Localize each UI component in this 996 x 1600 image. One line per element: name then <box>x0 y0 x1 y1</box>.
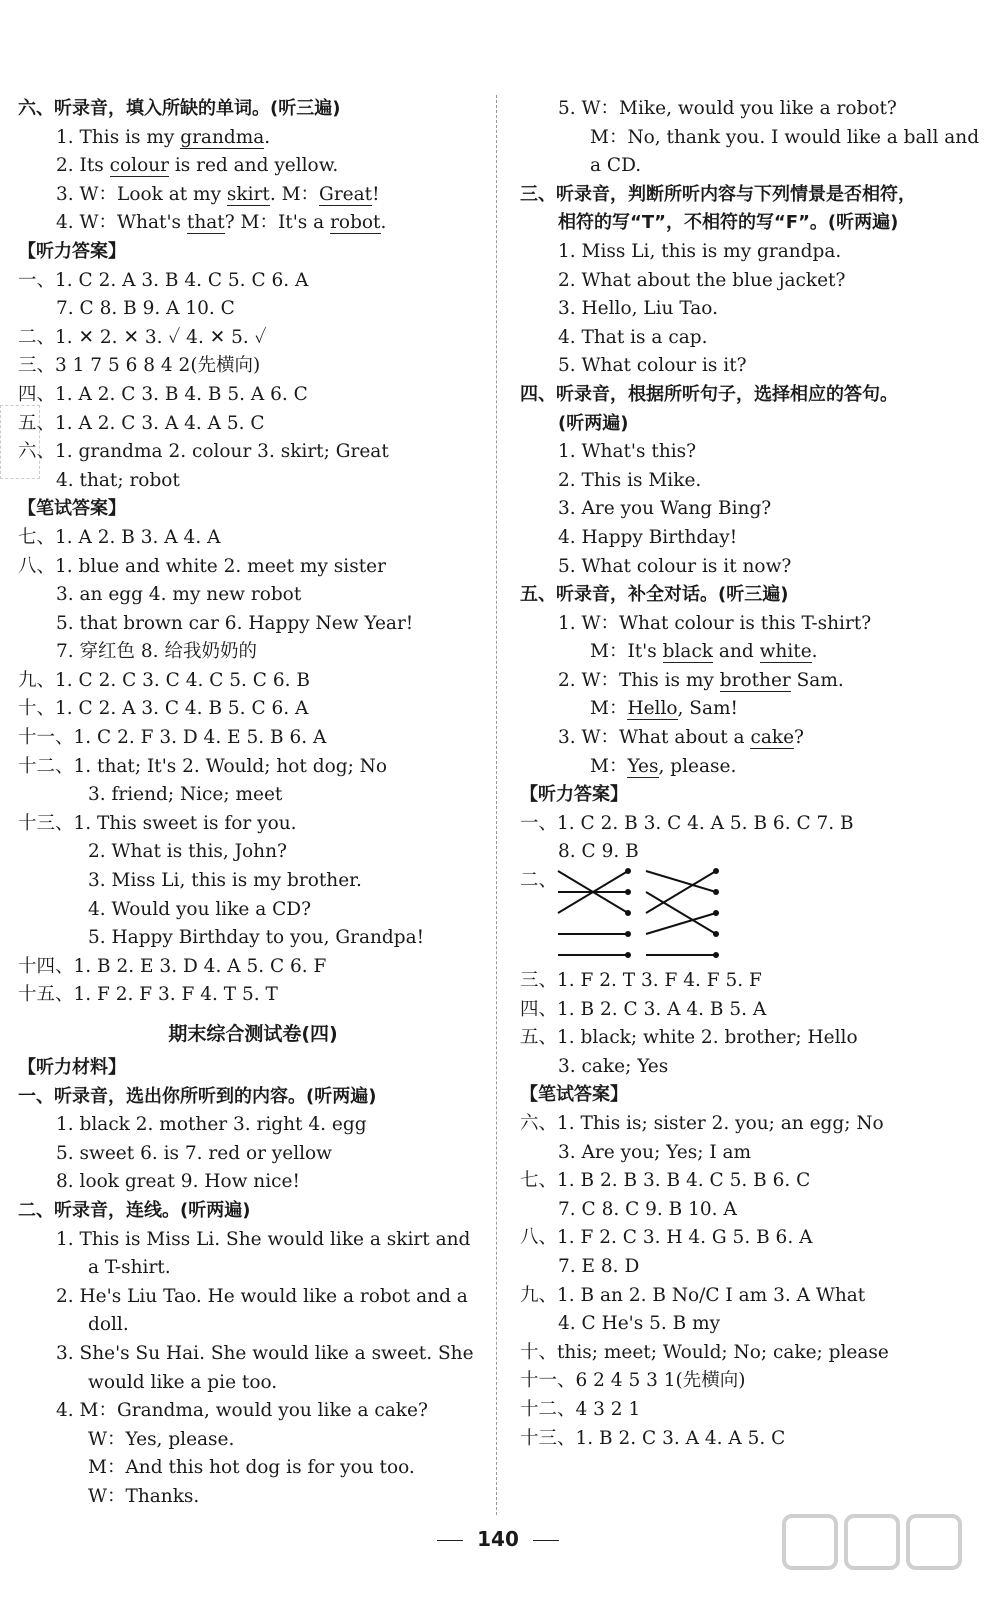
line-text: 十二、4 3 2 1 <box>520 1398 641 1420</box>
section-heading <box>520 209 978 238</box>
line-text: 十三、1. B 2. C 3. A 4. A 5. C <box>520 1427 786 1449</box>
line-text: 一、听录音，选出你所听到的内容。(听两遍) <box>18 1085 377 1107</box>
text-line <box>520 467 978 496</box>
line-text: 2. W：This is my <box>558 669 720 691</box>
line-text: . <box>811 641 818 663</box>
text-line <box>18 181 488 210</box>
line-text: 五、1. black; white 2. brother; Hello <box>520 1027 858 1049</box>
text-line <box>520 695 978 724</box>
underlined-answer: white <box>759 641 812 663</box>
line-text: 六、听录音，填入所缺的单词。(听三遍) <box>18 98 341 119</box>
line-text: 三、3 1 7 5 6 8 4 2(先横向) <box>18 355 261 377</box>
footer-dash-right <box>533 1540 559 1541</box>
line-text: 【听力答案】 <box>520 784 628 806</box>
text-line <box>520 1024 978 1053</box>
page-number: 140 <box>477 1527 519 1551</box>
text-line <box>18 753 488 782</box>
matching-group-2 <box>646 871 716 955</box>
line-text: 十一、1. C 2. F 3. D 4. E 5. B 6. A <box>18 727 327 749</box>
text-line <box>18 896 488 925</box>
line-text: 七、1. B 2. B 3. B 4. C 5. B 6. C <box>520 1170 811 1192</box>
line-text: 四、听录音，根据所听句子，选择相应的答句。 <box>520 383 898 405</box>
text-line <box>18 781 488 810</box>
line-text: 3. friend; Nice; meet <box>88 784 283 806</box>
line-text: 2. Its <box>56 155 110 177</box>
line-text: 1. This is Miss Li. She would like a skirt and <box>56 1228 471 1250</box>
text-line <box>18 1340 488 1369</box>
line-text: 8. C 9. B <box>558 841 639 863</box>
line-text: 7. 穿红色 8. 给我奶奶的 <box>56 641 257 663</box>
line-text: 【听力答案】 <box>18 240 126 262</box>
text-line <box>520 810 978 839</box>
line-text: 5. that brown car 6. Happy New Year! <box>56 612 414 634</box>
line-text: and <box>713 641 760 663</box>
text-line <box>520 667 978 696</box>
line-text: 十、this; meet; Would; No; cake; please <box>520 1341 889 1363</box>
text-line <box>18 410 488 439</box>
text-line <box>18 1168 488 1197</box>
line-text: 1. W：What colour is this T-shirt? <box>558 612 872 634</box>
text-line <box>18 1483 488 1512</box>
line-text: 九、1. B an 2. B No/C I am 3. A What <box>520 1284 866 1306</box>
line-text: 三、1. F 2. T 3. F 4. F 5. F <box>520 970 762 992</box>
line-text: 2. What is this, John? <box>88 841 287 863</box>
match-line <box>646 871 716 913</box>
text-line <box>18 1111 488 1140</box>
match-line <box>646 892 716 934</box>
line-text: 【听力材料】 <box>18 1057 126 1078</box>
matching-question-number: 二、 <box>520 870 558 892</box>
line-text: 4. Would you like a CD? <box>88 898 312 920</box>
line-text: 4. C He's 5. B my <box>558 1313 721 1335</box>
line-text: 期末综合测试卷(四) <box>168 1023 338 1045</box>
section-heading <box>520 1081 978 1110</box>
line-text: would like a pie too. <box>88 1371 278 1393</box>
line-text: 4. M：Grandma, would you like a cake? <box>56 1400 428 1422</box>
text-line <box>520 1196 978 1225</box>
line-text: 1. What's this? <box>558 441 697 463</box>
line-text: 四、1. B 2. C 3. A 4. B 5. A <box>520 998 767 1020</box>
section-heading <box>18 1083 488 1112</box>
matching-group-1 <box>558 871 628 955</box>
line-text: 十五、1. F 2. F 3. F 4. T 5. T <box>18 984 278 1006</box>
text-line <box>520 1310 978 1339</box>
text-line <box>520 1253 978 1282</box>
line-text: 五、1. A 2. C 3. A 4. A 5. C <box>18 412 265 434</box>
underlined-answer: Yes <box>627 755 659 777</box>
text-line <box>520 967 978 996</box>
line-text: ? M：It's a <box>224 212 331 234</box>
text-line <box>18 524 488 553</box>
text-line <box>520 124 978 153</box>
text-line <box>18 1140 488 1169</box>
text-line <box>520 1282 978 1311</box>
section-heading <box>18 238 488 267</box>
underlined-answer: robot <box>330 212 381 234</box>
text-line <box>18 1226 488 1255</box>
line-text: a T-shirt. <box>88 1257 171 1279</box>
line-text: 7. C 8. C 9. B 10. A <box>558 1198 737 1220</box>
line-text: , Sam! <box>677 698 738 720</box>
text-line <box>520 295 978 324</box>
text-line <box>18 438 488 467</box>
text-line <box>18 667 488 696</box>
text-line <box>18 638 488 667</box>
line-text: 十、1. C 2. A 3. C 4. B 5. C 6. A <box>18 698 309 720</box>
line-text: 4. Happy Birthday! <box>558 526 738 548</box>
text-line <box>520 1053 978 1082</box>
line-text: 4. That is a cap. <box>558 326 708 348</box>
section-heading <box>18 1054 488 1083</box>
line-text: W：Thanks. <box>88 1485 200 1507</box>
line-text: 5. What colour is it now? <box>558 555 792 577</box>
underlined-answer: skirt <box>226 183 270 205</box>
line-text: 3. Are you; Yes; I am <box>558 1141 752 1163</box>
text-line <box>18 381 488 410</box>
text-line <box>18 324 488 353</box>
text-line <box>520 724 978 753</box>
line-text: 六、1. This is; sister 2. you; an egg; No <box>520 1113 884 1134</box>
line-text: Sam. <box>790 669 844 691</box>
line-text: M： <box>590 755 628 777</box>
section-heading <box>520 381 978 410</box>
text-line <box>18 810 488 839</box>
text-line <box>18 1311 488 1340</box>
line-text: 8. look great 9. How nice! <box>56 1171 300 1193</box>
text-line <box>18 924 488 953</box>
line-text: 3. W：Look at my <box>56 183 227 205</box>
text-line <box>18 838 488 867</box>
line-text: 五、听录音，补全对话。(听三遍) <box>520 584 789 606</box>
text-line <box>520 524 978 553</box>
line-text: 二、听录音，连线。(听两遍) <box>18 1199 251 1221</box>
match-line <box>646 913 716 934</box>
section-heading <box>520 781 978 810</box>
text-line <box>18 124 488 153</box>
line-text: 四、1. A 2. C 3. B 4. B 5. A 6. C <box>18 383 308 405</box>
line-text: W：Yes, please. <box>88 1428 235 1450</box>
text-line <box>520 95 978 124</box>
underlined-answer: Hello <box>627 698 678 720</box>
text-line <box>520 553 978 582</box>
line-text: 5. sweet 6. is 7. red or yellow <box>56 1142 333 1164</box>
text-line <box>18 295 488 324</box>
underlined-answer: colour <box>109 155 169 177</box>
column-divider <box>496 95 497 1515</box>
line-text: 2. He's Liu Tao. He would like a robot and a <box>56 1285 468 1307</box>
text-line <box>18 867 488 896</box>
line-text: M：No, thank you. I would like a ball and <box>590 126 980 148</box>
text-line <box>520 438 978 467</box>
line-text: 1. Miss Li, this is my grandpa. <box>558 240 842 262</box>
text-line <box>520 1110 978 1139</box>
text-line <box>18 553 488 582</box>
underlined-answer: cake <box>750 727 795 749</box>
text-line <box>18 209 488 238</box>
line-text: 三、听录音，判断所听内容与下列情景是否相符， <box>520 183 916 205</box>
line-text: , please. <box>658 755 737 777</box>
line-text: (听两遍) <box>558 412 629 434</box>
text-line <box>520 638 978 667</box>
text-line <box>520 996 978 1025</box>
line-text: 3. Are you Wang Bing? <box>558 498 772 520</box>
text-line <box>18 467 488 496</box>
text-line <box>520 1139 978 1168</box>
section-heading <box>18 1010 488 1054</box>
line-text: 八、1. F 2. C 3. H 4. G 5. B 6. A <box>520 1227 813 1249</box>
line-text: 十二、1. that; It's 2. Would; hot dog; No <box>18 755 388 777</box>
section-heading <box>18 495 488 524</box>
line-text: 3. Hello, Liu Tao. <box>558 298 718 320</box>
section-heading <box>18 1197 488 1226</box>
underlined-answer: Great <box>319 183 373 205</box>
text-line <box>18 352 488 381</box>
line-text: 相符的写“T”，不相符的写“F”。(听两遍) <box>558 212 899 234</box>
line-text: 7. C 8. B 9. A 10. C <box>56 298 235 320</box>
line-text: 十四、1. B 2. E 3. D 4. A 5. C 6. F <box>18 955 327 977</box>
section-heading <box>18 95 488 124</box>
text-line <box>18 267 488 296</box>
text-line <box>18 1254 488 1283</box>
line-text: . M： <box>269 183 320 205</box>
text-line <box>18 953 488 982</box>
line-text: 2. This is Mike. <box>558 469 702 491</box>
match-dots <box>625 868 719 958</box>
underlined-answer: black <box>662 641 714 663</box>
line-text: 2. What about the blue jacket? <box>558 269 846 291</box>
line-text: 7. E 8. D <box>558 1255 640 1277</box>
left-column <box>18 95 488 1512</box>
line-text: 5. W：Mike, would you like a robot? <box>558 98 897 119</box>
underlined-answer: grandma <box>180 126 265 148</box>
line-text: 3. W：What about a <box>558 727 751 749</box>
text-line <box>520 267 978 296</box>
text-line <box>18 1397 488 1426</box>
section-heading <box>520 581 978 610</box>
line-text: 一、1. C 2. A 3. B 4. C 5. C 6. A <box>18 269 309 291</box>
matching-answer-diagram <box>520 867 978 967</box>
line-text: 九、1. C 2. C 3. C 4. C 5. C 6. B <box>18 669 310 691</box>
text-line <box>520 1224 978 1253</box>
line-text: 5. What colour is it? <box>558 355 747 377</box>
text-line <box>18 610 488 639</box>
text-line <box>520 495 978 524</box>
text-line <box>520 1396 978 1425</box>
text-line <box>18 581 488 610</box>
right-column-lower <box>520 967 978 1453</box>
underlined-answer: brother <box>719 669 791 691</box>
line-text: . <box>380 212 387 234</box>
line-text: ? <box>794 727 804 749</box>
text-line <box>18 981 488 1010</box>
footer-dash-left <box>437 1540 463 1541</box>
text-line <box>18 695 488 724</box>
line-text: 1. This is my <box>56 126 181 148</box>
matching-lines-svg <box>556 867 756 967</box>
line-text: 十三、1. This sweet is for you. <box>18 812 297 834</box>
line-text: 1. black 2. mother 3. right 4. egg <box>56 1114 367 1136</box>
text-line <box>18 724 488 753</box>
text-line <box>520 838 978 867</box>
line-text: 一、1. C 2. B 3. C 4. A 5. B 6. C 7. B <box>520 812 854 834</box>
text-line <box>520 352 978 381</box>
line-text: 3. She's Su Hai. She would like a sweet. She <box>56 1342 474 1364</box>
line-text: 【笔试答案】 <box>18 498 126 520</box>
line-text: M：It's <box>590 641 663 663</box>
text-line <box>520 753 978 782</box>
text-line <box>520 238 978 267</box>
underlined-answer: that <box>186 212 225 234</box>
line-text: 3. Miss Li, this is my brother. <box>88 870 362 892</box>
text-line <box>520 1167 978 1196</box>
watermark-logo <box>780 1510 970 1580</box>
text-line <box>18 1369 488 1398</box>
line-text: 六、1. grandma 2. colour 3. skirt; Great <box>18 441 389 463</box>
text-line <box>520 1367 978 1396</box>
right-column-upper <box>520 95 978 867</box>
line-text: 4. that; robot <box>56 469 180 491</box>
text-line <box>520 324 978 353</box>
line-text: 七、1. A 2. B 3. A 4. A <box>18 526 221 548</box>
text-line <box>520 1339 978 1368</box>
line-text: 二、1. ✕ 2. ✕ 3. ✓ 4. ✕ 5. ✓ <box>18 326 267 348</box>
text-line <box>18 1454 488 1483</box>
section-heading <box>520 181 978 210</box>
text-line <box>520 610 978 639</box>
line-text: 5. Happy Birthday to you, Grandpa! <box>88 927 425 949</box>
text-line <box>18 152 488 181</box>
text-line <box>18 1283 488 1312</box>
line-text: is red and yellow. <box>168 155 339 177</box>
line-text: 4. W：What's <box>56 212 187 234</box>
match-line <box>646 871 716 892</box>
line-text: 3. an egg 4. my new robot <box>56 584 302 606</box>
text-line <box>18 1426 488 1455</box>
section-heading <box>520 410 978 439</box>
line-text: ! <box>372 183 380 205</box>
line-text: 3. cake; Yes <box>558 1055 669 1077</box>
line-text: doll. <box>88 1314 129 1336</box>
line-text: M： <box>590 698 628 720</box>
line-text: 八、1. blue and white 2. meet my sister <box>18 555 386 577</box>
line-text: . <box>264 126 271 148</box>
line-text: M：And this hot dog is for you too. <box>88 1457 415 1479</box>
line-text: 十一、6 2 4 5 3 1(先横向) <box>520 1370 746 1392</box>
line-text: 【笔试答案】 <box>520 1084 628 1106</box>
right-column <box>520 95 978 1453</box>
line-text: a CD. <box>590 155 642 177</box>
text-line <box>520 1425 978 1454</box>
text-line <box>520 152 978 181</box>
